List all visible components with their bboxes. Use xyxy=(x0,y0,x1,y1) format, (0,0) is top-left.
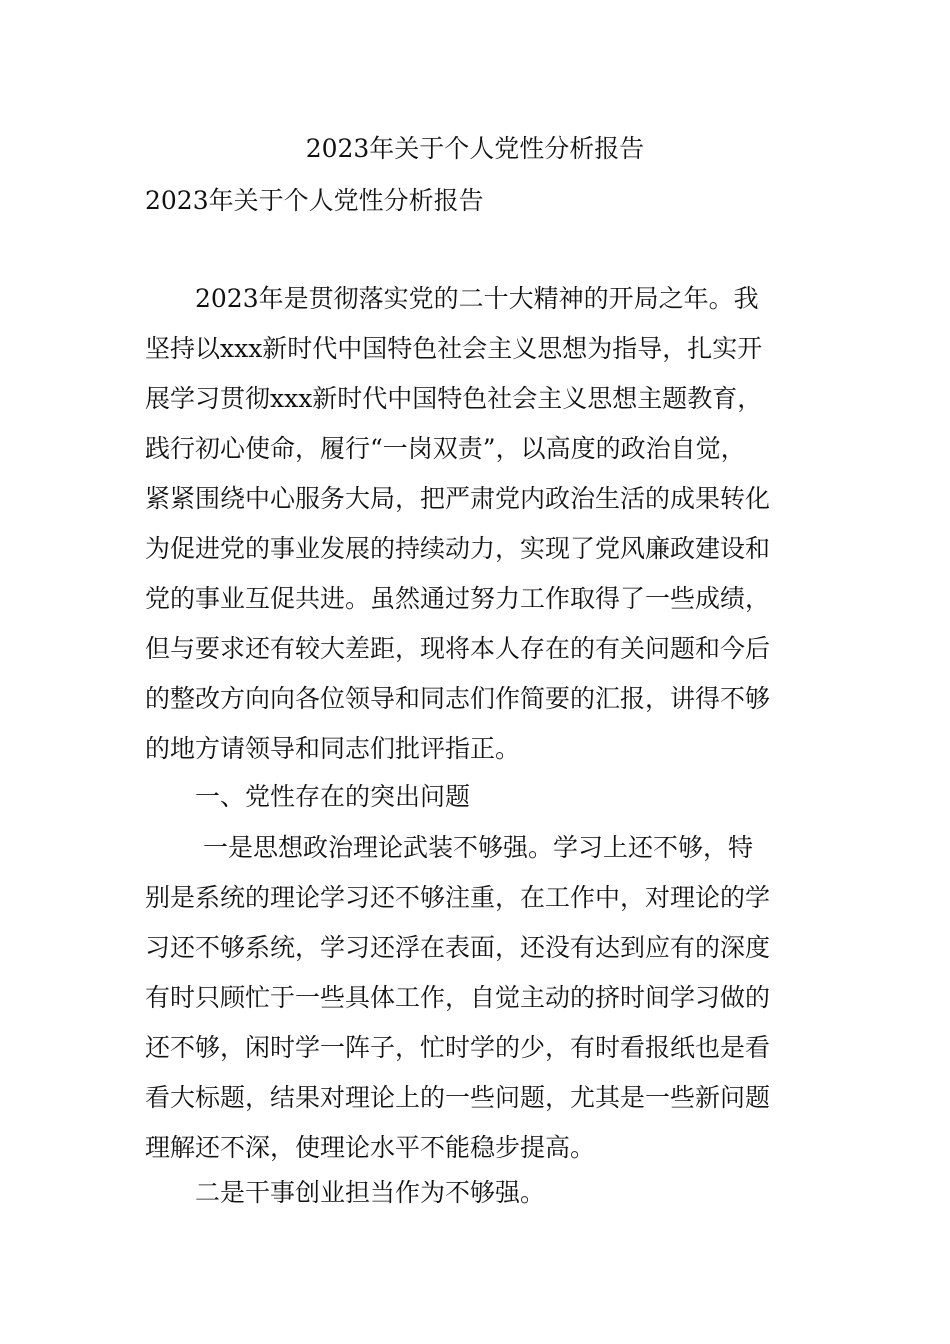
intro-line: 的地方请领导和同志们批评指正。 xyxy=(145,734,521,763)
intro-line: 坚持以xxx新时代中国特色社会主义思想为指导，扎实开 xyxy=(145,334,763,363)
intro-paragraph xyxy=(145,274,815,774)
section-heading-text: 一、党性存在的突出问题 xyxy=(145,782,471,811)
intro-line: 展学习贯彻xxx新时代中国特色社会主义思想主题教育， xyxy=(145,384,763,413)
issue-one-line: 还不够，闲时学一阵子，忙时学的少，有时看报纸也是看 xyxy=(145,1033,771,1062)
issue-one-line: 别是系统的理论学习还不够注重，在工作中，对理论的学 xyxy=(145,883,771,912)
issue-one-line: 一是思想政治理论武装不够强。学习上还不够，特 xyxy=(145,833,753,862)
issue-one-line: 看大标题，结果对理论上的一些问题，尤其是一些新问题 xyxy=(145,1083,771,1112)
document-subtitle: 2023年关于个人党性分析报告 xyxy=(145,186,484,215)
issue-one-paragraph xyxy=(145,823,815,1173)
issue-one-line: 习还不够系统，学习还浮在表面，还没有达到应有的深度 xyxy=(145,933,771,962)
intro-line: 的整改方向向各位领导和同志们作简要的汇报，讲得不够 xyxy=(145,684,771,713)
issue-two-paragraph xyxy=(145,1168,815,1218)
issue-one-line: 理解还不深，使理论水平不能稳步提高。 xyxy=(145,1133,596,1162)
issue-two-line: 二是干事创业担当作为不够强。 xyxy=(145,1178,546,1207)
intro-line: 但与要求还有较大差距，现将本人存在的有关问题和今后 xyxy=(145,634,771,663)
document-title: 2023年关于个人党性分析报告 xyxy=(305,134,645,163)
issue-one-line: 有时只顾忙于一些具体工作，自觉主动的挤时间学习做的 xyxy=(145,983,771,1012)
intro-line: 紧紧围绕中心服务大局，把严肃党内政治生活的成果转化 xyxy=(145,484,771,513)
intro-line: 践行初心使命，履行“一岗双责”，以高度的政治自觉， xyxy=(145,434,746,463)
intro-line: 2023年是贯彻落实党的二十大精神的开局之年。我 xyxy=(145,284,759,313)
intro-line: 为促进党的事业发展的持续动力，实现了党风廉政建设和 xyxy=(145,534,771,563)
section-heading xyxy=(145,772,815,822)
intro-line: 党的事业互促共进。虽然通过努力工作取得了一些成绩， xyxy=(145,584,771,613)
